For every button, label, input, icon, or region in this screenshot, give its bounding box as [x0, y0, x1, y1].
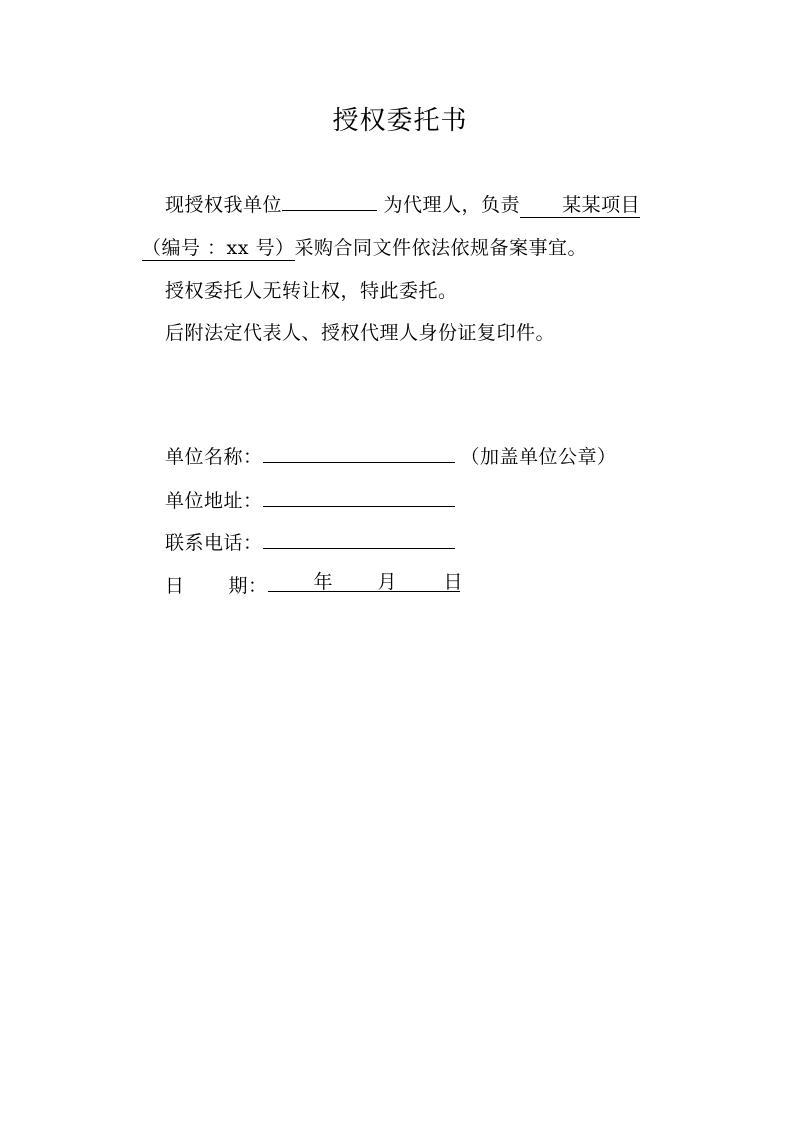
unit-name-label: 单位名称： — [165, 446, 263, 468]
date-label-char-2: 期： — [228, 575, 268, 597]
date-label-char-1: 日 — [165, 575, 185, 597]
phone-label: 联系电话： — [165, 532, 263, 554]
month-label: 月 — [377, 571, 398, 593]
paragraph-1-line-2 — [142, 233, 587, 260]
unit-address-label: 单位地址： — [165, 490, 263, 512]
paragraph-3: 后附法定代表人、授权代理人身份证复印件。 — [165, 322, 556, 344]
agent-name-blank[interactable] — [282, 190, 377, 211]
para1-mid: 为代理人，负责 — [377, 194, 521, 216]
project-code: （编号 ：xx 号） — [142, 237, 295, 259]
unit-seal-note: （加盖单位公章） — [460, 446, 617, 468]
project-name: 某某项目 — [520, 194, 640, 218]
document-title: 授权委托书 — [332, 106, 468, 136]
unit-address-field[interactable] — [263, 486, 455, 507]
unit-name-row — [165, 442, 617, 469]
date-field[interactable] — [268, 569, 464, 593]
unit-address-row — [165, 486, 455, 513]
year-label: 年 — [313, 571, 334, 593]
paragraph-1-line-1 — [165, 190, 640, 217]
unit-name-field[interactable] — [263, 442, 455, 463]
paragraph-2: 授权委托人无转让权，特此委托。 — [165, 280, 458, 302]
phone-field[interactable] — [263, 528, 455, 549]
phone-row — [165, 528, 455, 555]
para1-suffix: 采购合同文件依法依规备案事宜。 — [294, 237, 588, 259]
date-row — [165, 569, 464, 598]
day-label: 日 — [443, 571, 464, 593]
para1-prefix: 现授权我单位 — [165, 194, 283, 216]
